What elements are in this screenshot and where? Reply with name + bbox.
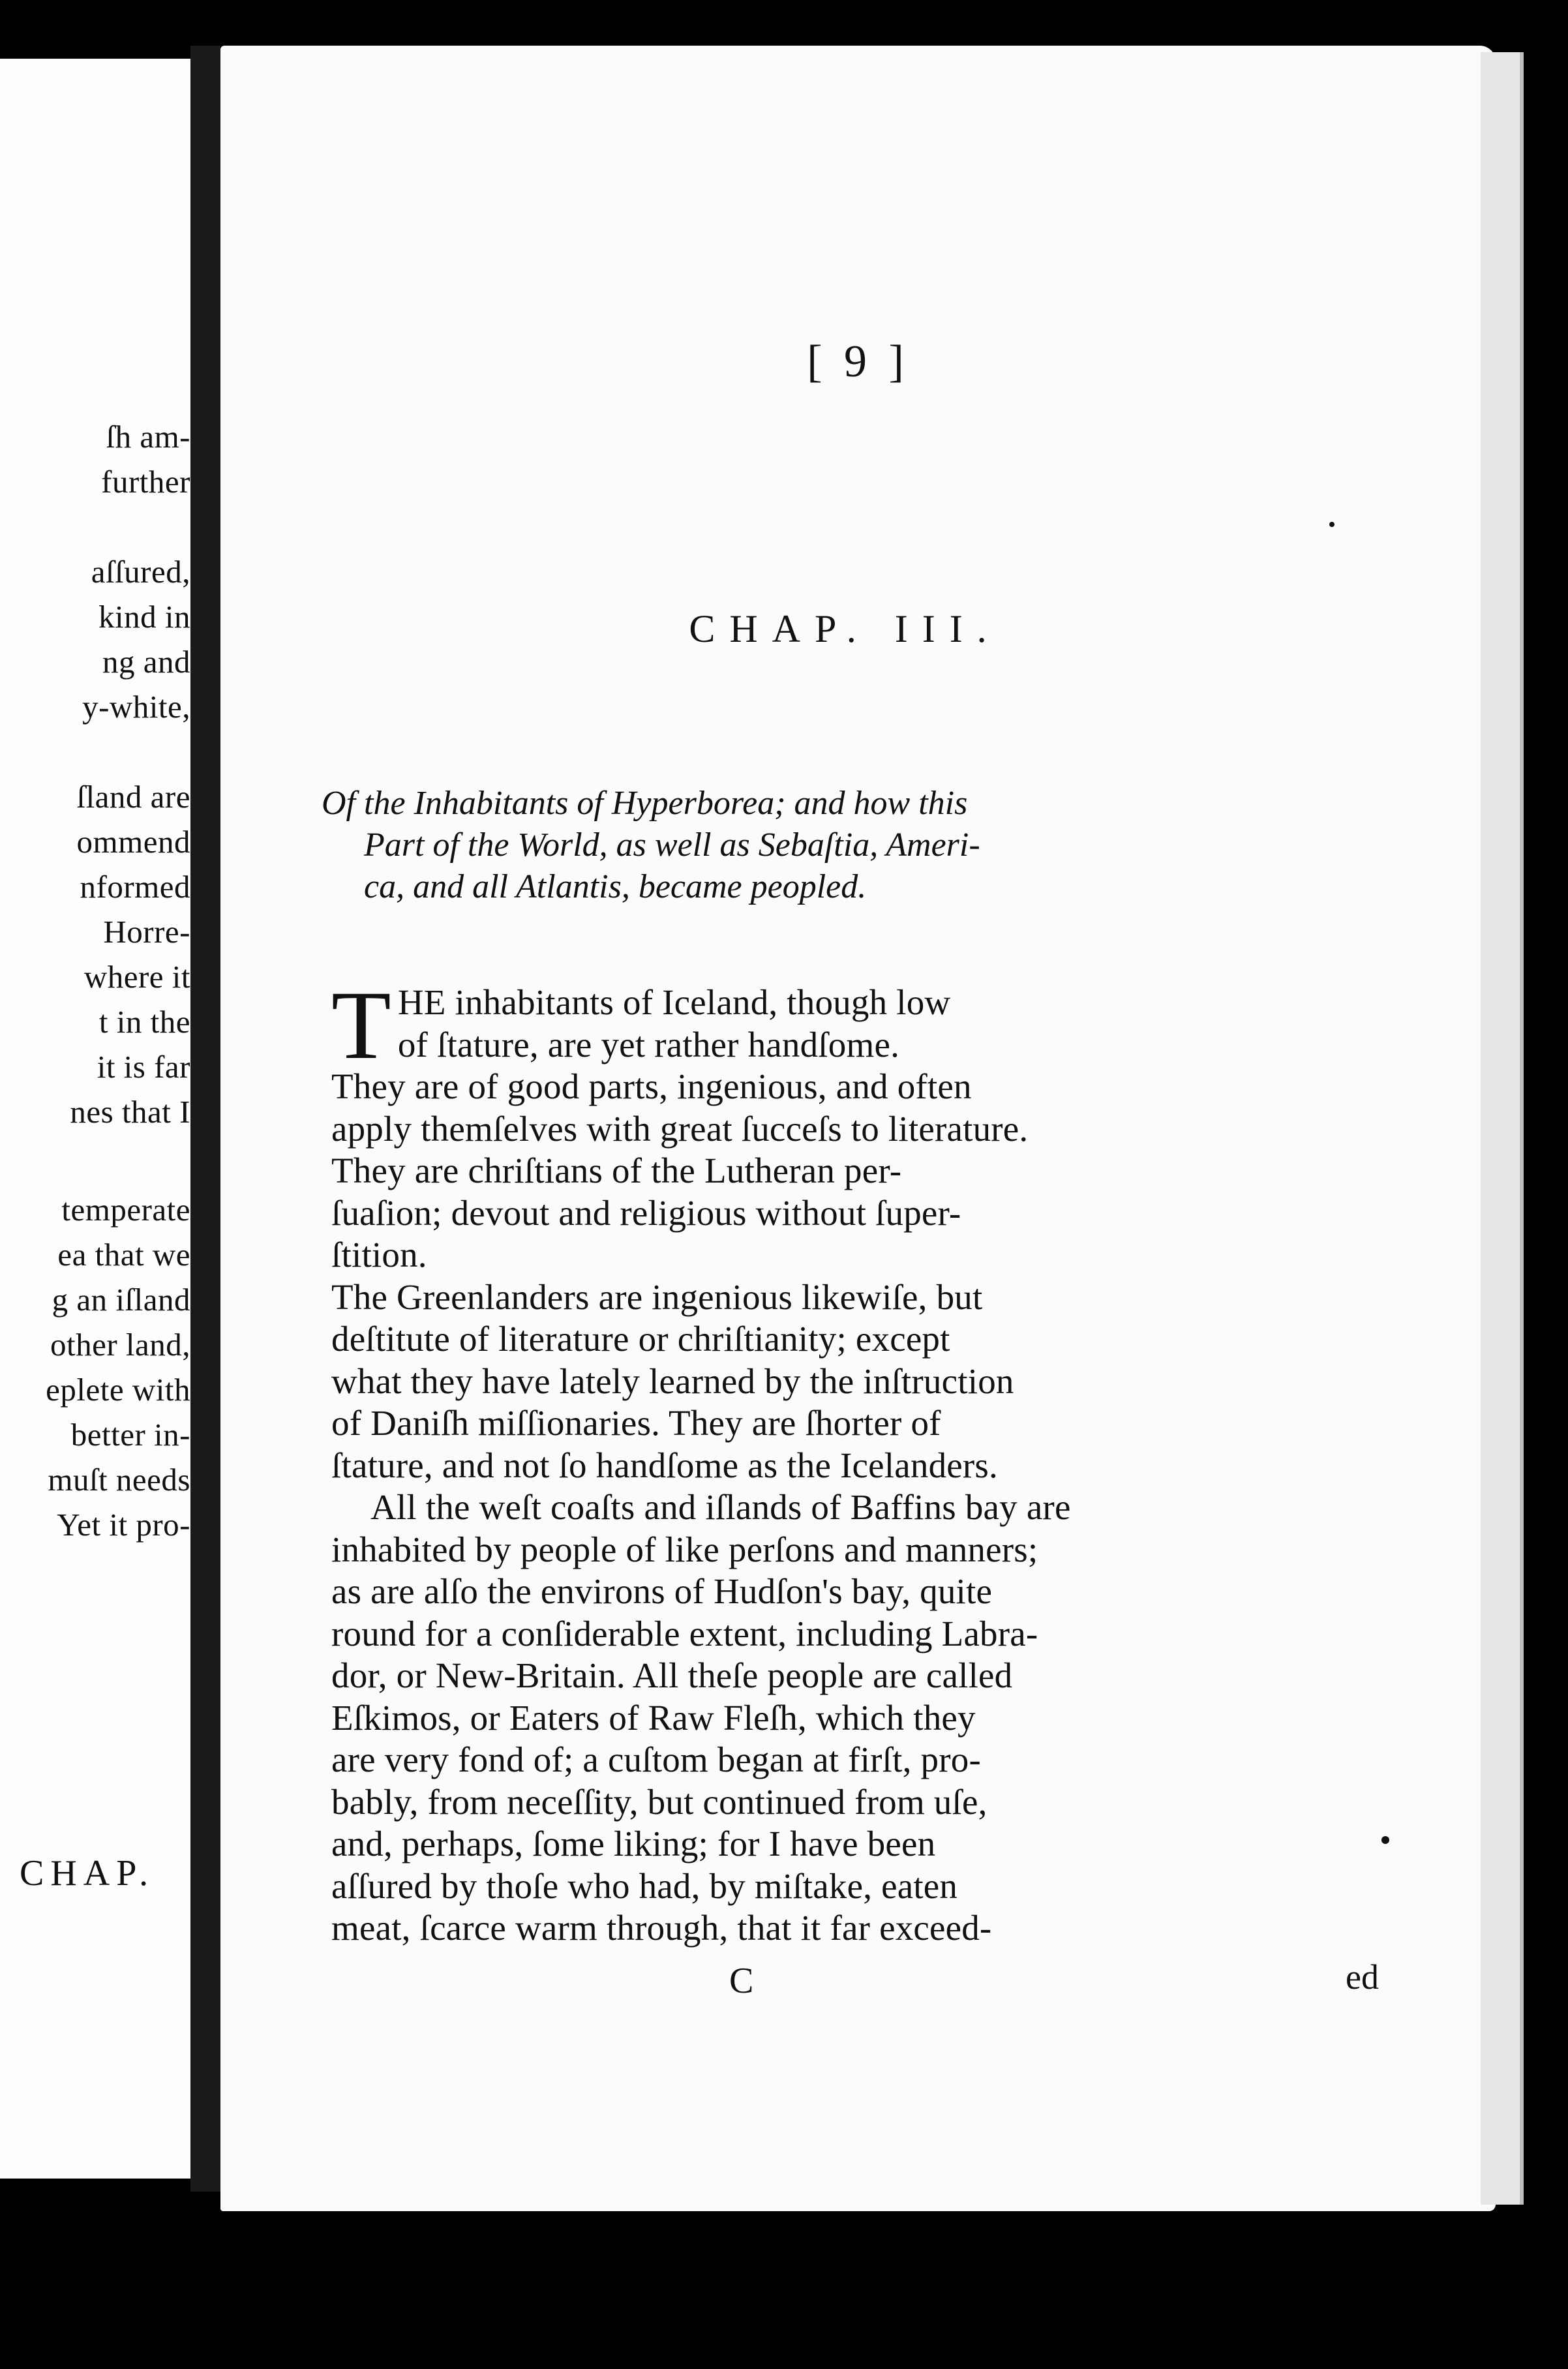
text-line: ſuaſion; devout and religious without ſuper-: [331, 1192, 961, 1233]
text-line: They are of good parts, ingenious, and often: [331, 1066, 972, 1106]
left-page-line: t in the: [98, 1004, 190, 1040]
paragraph: [331, 1276, 1375, 1487]
text-line: They are chriſtians of the Lutheran per-: [331, 1151, 902, 1190]
text-line: what they have lately learned by the inſtruction: [331, 1361, 1014, 1401]
text-line: inhabited by people of like perſons and manners;: [331, 1529, 1038, 1569]
chapter-summary: [322, 783, 1365, 908]
ink-speck: [1329, 522, 1334, 527]
page-edge: [1481, 52, 1524, 2205]
left-page-line: nformed: [80, 869, 190, 905]
left-page-line: ſland are: [76, 779, 190, 815]
text-line: ſtition.: [331, 1235, 427, 1275]
ink-speck: [1381, 1836, 1389, 1844]
right-page: [220, 46, 1496, 2211]
text-line: round for a conſiderable extent, including Labra-: [331, 1613, 1038, 1653]
text-line: ſtature, and not ſo handſome as the Icelanders.: [331, 1445, 998, 1485]
left-page-line: ng and: [102, 644, 190, 680]
left-page-line: nes that I: [70, 1094, 190, 1130]
paragraph: [331, 971, 1375, 1276]
book-gutter: [190, 46, 220, 2192]
text-line: deſtitute of literature or chriſtianity; except: [331, 1319, 950, 1359]
left-page-catchword: CHAP.: [20, 1853, 155, 1894]
text-line: HE inhabitants of Iceland, though low: [397, 982, 951, 1022]
left-page-line: muſt needs: [48, 1462, 190, 1498]
drop-cap: T: [331, 971, 391, 1079]
left-page-line: Yet it pro-: [57, 1507, 190, 1543]
left-page-line: aſſured,: [91, 554, 190, 590]
left-page-line: y-white,: [82, 689, 190, 725]
left-page-line: Horre-: [103, 914, 190, 950]
text-line: bably, from neceſſity, but continued from uſe,: [331, 1781, 988, 1822]
summary-line: Of the Inhabitants of Hyperborea; and how this: [322, 785, 968, 822]
text-line: dor, or New-Britain. All theſe people are called: [331, 1655, 1013, 1695]
text-line: of Daniſh miſſionaries. They are ſhorter of: [331, 1403, 941, 1443]
text-line: and, perhaps, ſome liking; for I have been: [331, 1824, 936, 1864]
signature-mark: C: [729, 1961, 754, 2001]
chapter-title: CHAP. III.: [689, 607, 1001, 650]
left-page-line: ſh am-: [106, 419, 190, 455]
left-page-line: other land,: [50, 1327, 190, 1363]
text-line: are very fond of; a cuſtom began at firſt, pro-: [331, 1740, 981, 1779]
paragraph: [331, 1486, 1375, 1950]
summary-line: Part of the World, as well as Sebaſtia, Ameri-: [364, 826, 980, 864]
text-line: apply themſelves with great ſucceſs to literature.: [331, 1108, 1029, 1149]
text-line: aſſured by thoſe who had, by miſtake, eaten: [331, 1865, 958, 1906]
left-page-line: better in-: [70, 1417, 190, 1453]
text-line: All the weſt coaſts and iſlands of Baffins bay are: [370, 1487, 1071, 1527]
left-page-line: it is far: [97, 1049, 190, 1085]
summary-line: ca, and all Atlantis, became peopled.: [364, 868, 867, 905]
left-page-line: g an iſland: [52, 1282, 190, 1318]
catchword: ed: [1346, 1957, 1379, 1997]
left-page-fragment: [0, 59, 190, 2179]
left-page-line: ea that we: [57, 1237, 190, 1273]
left-page-line: ommend: [76, 824, 190, 860]
left-page-line: where it: [83, 959, 190, 995]
left-page-line: eplete with: [46, 1372, 190, 1408]
page-number: [ 9 ]: [807, 337, 909, 387]
text-line: Eſkimos, or Eaters of Raw Fleſh, which they: [331, 1697, 976, 1738]
left-page-line: temperate: [61, 1192, 190, 1228]
text-line: The Greenlanders are ingenious likewiſe, but: [331, 1276, 983, 1317]
left-page-line: kind in: [98, 599, 190, 635]
text-line: of ſtature, are yet rather handſome.: [397, 1024, 900, 1064]
text-line: meat, ſcarce warm through, that it far exceed-: [331, 1908, 992, 1948]
body-text: [331, 971, 1375, 1950]
text-line: as are alſo the environs of Hudſon's bay, quite: [331, 1571, 993, 1611]
left-page-line: further: [101, 464, 190, 500]
